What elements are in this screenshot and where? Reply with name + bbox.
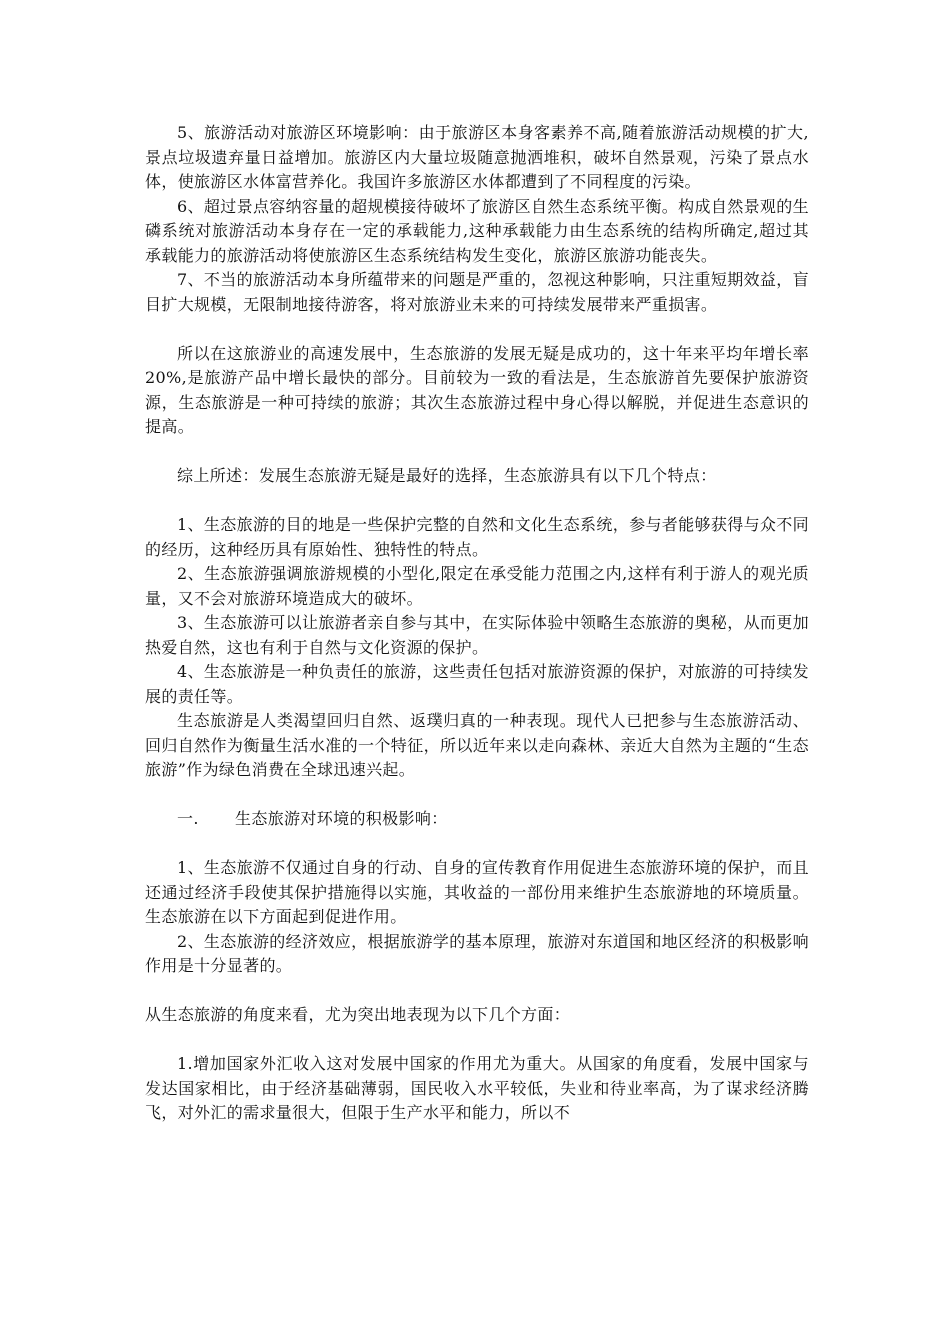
document-page [145, 121, 809, 1126]
paragraph-feature-3: 3、生态旅游可以让旅游者亲自参与其中，在实际体验中领略生态旅游的奥秘，从而更加热爱自然，这也有利于自然与文化资源的保护。 [145, 613, 809, 657]
paragraph-aspects-intro: 从生态旅游的角度来看，尤为突出地表现为以下几个方面： [145, 1005, 571, 1024]
paragraph-eco-tourism-trend: 生态旅游是人类渴望回归自然、返璞归真的一种表现。现代人已把参与生态旅游活动、回归自然作为衡量生活水准的一个特征，所以近年来以走向森林、亲近大自然为主题的“生态旅游”作为绿色消费在全球迅速兴起。 [145, 711, 809, 779]
paragraph-foreign-exchange: 1.增加国家外汇收入这对发展中国家的作用尤为重大。从国家的角度看，发展中国家与发达国家相比，由于经济基础薄弱，国民收入水平较低，失业和待业率高，为了谋求经济腾飞，对外汇的需求量很大，但限于生产水平和能力，所以不 [145, 1054, 809, 1122]
section-heading [145, 807, 809, 832]
paragraph-feature-4: 4、生态旅游是一种负责任的旅游，这些责任包括对旅游资源的保护，对旅游的可持续发展的责任等。 [145, 662, 809, 706]
paragraph-positive-1: 1、生态旅游不仅通过自身的行动、自身的宣传教育作用促进生态旅游环境的保护，而且还通过经济手段使其保护措施得以实施，其收益的一部份用来维护生态旅游地的环境质量。生态旅游在以下方面起到促进作用。 [145, 858, 809, 926]
paragraph-feature-2: 2、生态旅游强调旅游规模的小型化,限定在承受能力范围之内,这样有利于游人的观光质量，又不会对旅游环境造成大的破坏。 [145, 564, 809, 608]
section-heading-title: 生态旅游对环境的积极影响： [235, 809, 448, 828]
paragraph-item-5: 5、旅游活动对旅游区环境影响：由于旅游区本身客素养不高,随着旅游活动规模的扩大,景点垃圾遗弃量日益增加。旅游区内大量垃圾随意抛洒堆积，破坏自然景观，污染了景点水体，使旅游区水体富营养化。我国许多旅游区水体都遭到了不同程度的污染。 [145, 123, 809, 191]
paragraph-item-6: 6、超过景点容纳容量的超规模接待破坏了旅游区自然生态系统平衡。构成自然景观的生磷系统对旅游活动本身存在一定的承载能力,这种承载能力由生态系统的结构所确定,超过其承载能力的旅游活动将使旅游区生态系统结构发生变化，旅游区旅游功能丧失。 [145, 196, 809, 265]
paragraph-features-intro: 综上所述：发展生态旅游无疑是最好的选择，生态旅游具有以下几个特点： [177, 466, 717, 485]
paragraph-summary-growth: 所以在这旅游业的高速发展中，生态旅游的发展无疑是成功的，这十年来平均年增长率20%,是旅游产品中增长最快的部分。目前较为一致的看法是，生态旅游首先要保护旅游资源，生态旅游是一种可持续的旅游；其次生态旅游过程中身心得以解脱，并促进生态意识的提高。 [145, 343, 809, 436]
paragraph-feature-1: 1、生态旅游的目的地是一些保护完整的自然和文化生态系统，参与者能够获得与众不同的经历，这种经历具有原始性、独特性的特点。 [145, 515, 809, 559]
section-heading-number: 一. [177, 809, 199, 828]
paragraph-item-7: 7、不当的旅游活动本身所蕴带来的问题是严重的，忽视这种影响，只注重短期效益，盲目扩大规模，无限制地接待游客，将对旅游业未来的可持续发展带来严重损害。 [145, 270, 809, 314]
paragraph-positive-2: 2、生态旅游的经济效应，根据旅游学的基本原理，旅游对东道国和地区经济的积极影响作用是十分显著的。 [145, 931, 809, 975]
